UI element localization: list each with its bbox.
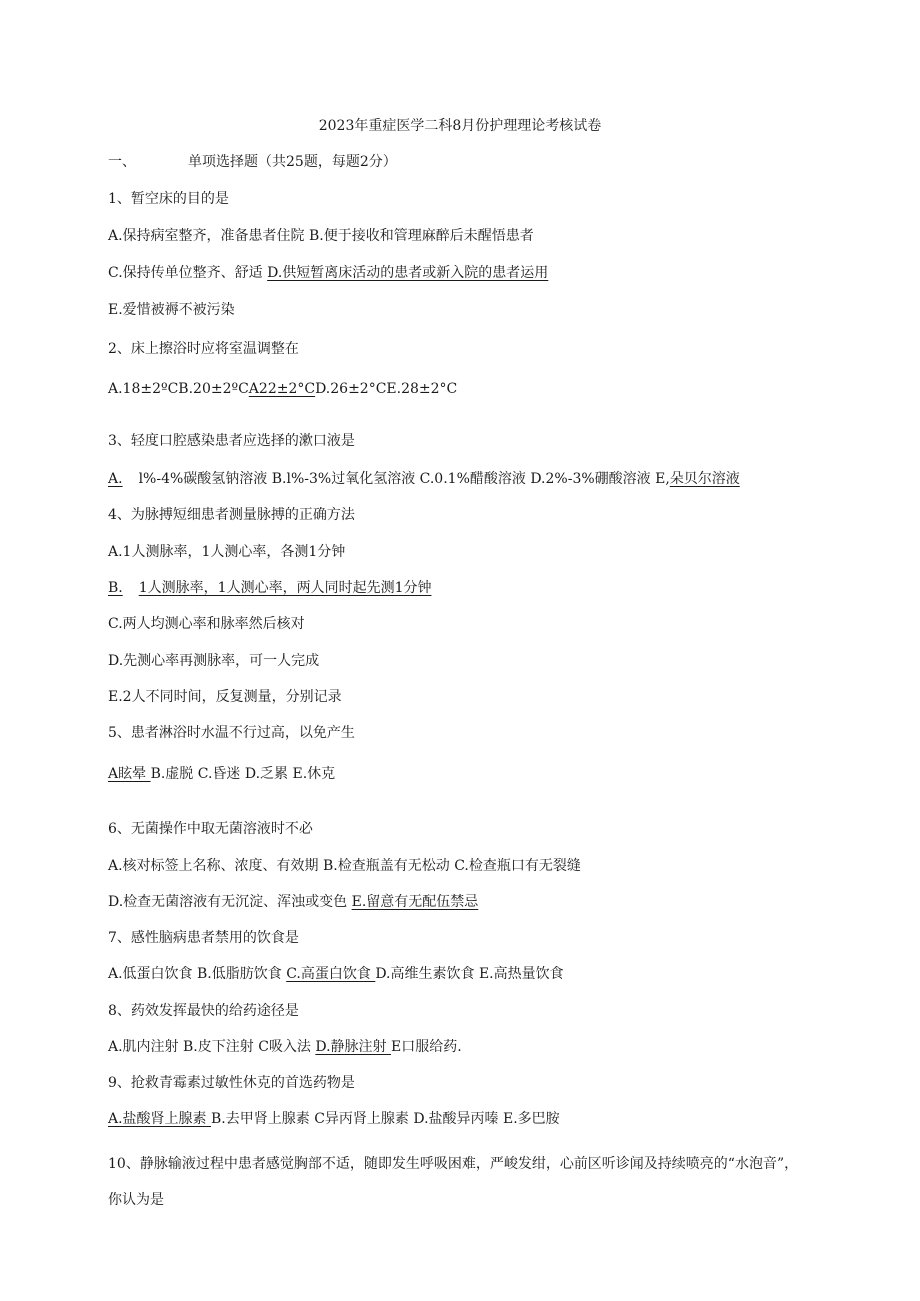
section-heading <box>108 152 397 172</box>
question-6-stem: 6、无菌操作中取无菌溶液时不必 <box>108 821 313 837</box>
correct-answer: D.供短暂离床活动的患者或新入院的患者运用 <box>267 265 549 281</box>
question-4-option-a: A.1人测脉率，1人测心率，各测1分钟 <box>108 544 346 560</box>
option-text: A.肌内注射 B.皮下注射 C吸入法 <box>108 1039 316 1055</box>
question-8-options <box>108 1037 462 1057</box>
question-4-option-b <box>108 578 431 598</box>
correct-answer: A眩晕 <box>108 766 151 782</box>
option-text: 朵贝尔溶液 <box>669 471 740 487</box>
question-1-stem: 1、暂空床的目的是 <box>108 191 229 207</box>
answer-marker: B. <box>108 580 123 596</box>
question-3-options <box>108 469 740 489</box>
question-6-options-line-2 <box>108 892 478 912</box>
question-3-stem: 3、轻度口腔感染患者应选择的漱口液是 <box>108 433 355 449</box>
correct-answer: A.盐酸肾上腺素 <box>108 1111 212 1127</box>
question-4-option-e: E.2人不同时间，反复测量，分别记录 <box>108 689 342 705</box>
question-2-stem: 2、床上擦浴时应将室温调整在 <box>108 341 299 357</box>
correct-answer: 1人测脉率，1人测心率，两人同时起先测1分钟 <box>138 580 432 596</box>
section-number: 一、 <box>108 154 136 170</box>
question-1-options-line-2 <box>108 263 548 283</box>
section-label: 单项选择题（共25题，每题2分） <box>188 154 397 170</box>
option-text: C.保持传单位整齐、舒适 <box>108 265 268 281</box>
answer-marker: A. <box>108 471 123 487</box>
correct-answer: D.静脉注射 <box>315 1039 392 1055</box>
option-text: B.去甲肾上腺素 C异丙肾上腺素 D.盐酸异丙嗪 E.多巴胺 <box>211 1111 560 1127</box>
question-9-options <box>108 1109 560 1129</box>
correct-answer: E.留意有无配伍禁忌 <box>351 894 479 910</box>
question-4-option-c: C.两人均测心率和脉率然后核对 <box>108 616 305 632</box>
question-4-option-d: D.先测心率再测脉率，可一人完成 <box>108 653 320 669</box>
option-text: D.高维生素饮食 E.高热量饮食 <box>375 966 564 982</box>
option-text: A.18±2ºCB.20±2ºC <box>108 381 249 397</box>
correct-answer: C.高蛋白饮食 <box>286 966 376 982</box>
question-10-stem: 10、静脉输液过程中患者感觉胸部不适，随即发生呼吸困难，严峻发绀，心前区听诊闻及持续喷亮的“水泡音”，你认为是 <box>108 1156 799 1208</box>
question-4-stem: 4、为脉搏短细患者测量脉搏的正确方法 <box>108 507 355 523</box>
exam-title: 2023年重症医学二科8月份护理理论考核试卷 <box>318 118 602 134</box>
option-text: A.低蛋白饮食 B.低脂肪饮食 <box>108 966 287 982</box>
correct-answer: A22±2°C <box>248 381 316 397</box>
option-text: l%-4%碳酸氢钠溶液 B.l%-3%过氧化氢溶液 C.0.1%醋酸溶液 D.2%-3%硼酸溶液 E, <box>138 471 670 487</box>
question-1-options-line-3: E.爱惜被褥不被污染 <box>108 302 235 318</box>
option-text: E口服给药. <box>391 1039 462 1055</box>
option-text: D.26±2°CE.28±2°C <box>315 381 458 397</box>
question-9-stem: 9、抢救青霉素过敏性休克的首选药物是 <box>108 1075 355 1091</box>
question-6-options-line-1: A.核对标签上名称、浓度、有效期 B.检查瓶盖有无松动 C.检查瓶口有无裂缝 <box>108 858 581 874</box>
question-8-stem: 8、药效发挥最快的给药途径是 <box>108 1003 299 1019</box>
question-2-options <box>108 379 457 399</box>
question-7-stem: 7、感性脑病患者禁用的饮食是 <box>108 930 299 946</box>
question-5-options <box>108 764 335 784</box>
option-text: D.检查无菌溶液有无沉淀、浑浊或变色 <box>108 894 352 910</box>
question-7-options <box>108 964 564 984</box>
question-1-options-line-1: A.保持病室整齐，准备患者住院 B.便于接收和管理麻醉后未醒悟患者 <box>108 228 534 244</box>
question-5-stem: 5、患者淋浴时水温不行过高，以免产生 <box>108 725 355 741</box>
option-text: B.虚脱 C.昏迷 D.乏累 E.休克 <box>150 766 336 782</box>
